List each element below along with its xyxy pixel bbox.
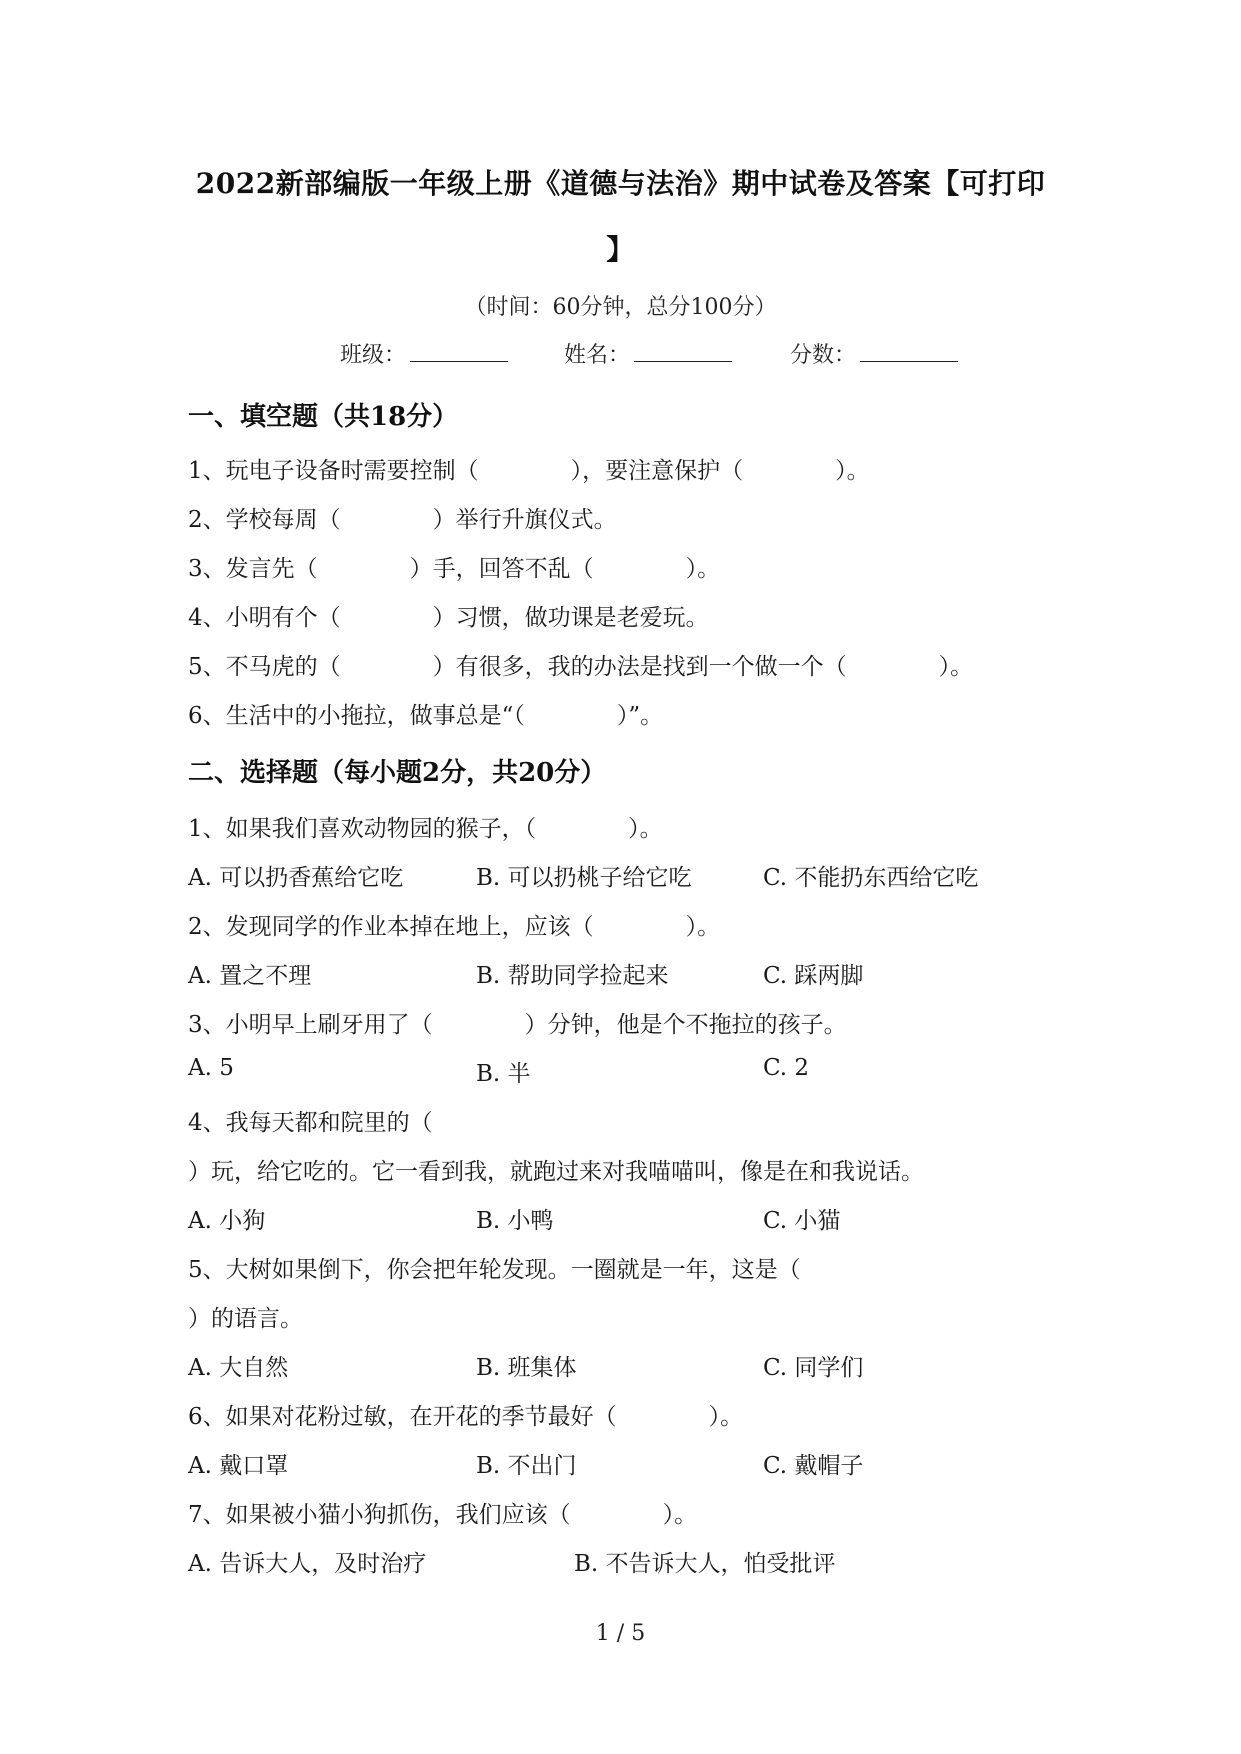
q1-option-b: B. 可以扔桃子给它吃 — [476, 865, 692, 891]
section-1-heading: 一、填空题（共18分） — [188, 402, 459, 432]
q6-option-c: C. 戴帽子 — [763, 1453, 864, 1479]
choice-question-2: 2、发现同学的作业本掉在地上，应该（ ）。 — [188, 914, 721, 940]
class-field — [340, 338, 508, 369]
q2-option-b: B. 帮助同学捡起来 — [476, 963, 669, 989]
page-title-line-2: 】 — [606, 233, 635, 266]
choice-question-7: 7、如果被小猫小狗抓伤，我们应该（ ）。 — [188, 1502, 698, 1528]
fill-question-2: 2、学校每周（ ）举行升旗仪式。 — [188, 507, 617, 533]
exam-time-info: （时间：60分钟，总分100分） — [464, 295, 777, 320]
choice-question-1: 1、如果我们喜欢动物园的猴子，（ ）。 — [188, 816, 663, 842]
choice-question-5-line-1: 5、大树如果倒下，你会把年轮发现。一圈就是一年，这是（ — [188, 1257, 801, 1283]
choice-question-5-line-2: ）的语言。 — [188, 1306, 303, 1332]
page-number: 1 / 5 — [595, 1621, 646, 1646]
name-blank — [634, 341, 732, 362]
q4-option-a: A. 小狗 — [188, 1208, 266, 1234]
q7-option-a: A. 告诉大人，及时治疗 — [188, 1551, 427, 1577]
q3-option-c: C. 2 — [763, 1055, 810, 1081]
fill-question-6: 6、生活中的小拖拉，做事总是“（ ）”。 — [188, 703, 664, 729]
choice-question-4-line-2: ）玩，给它吃的。它一看到我，就跑过来对我喵喵叫，像是在和我说话。 — [188, 1159, 924, 1185]
q3-option-b: B. 半 — [476, 1061, 531, 1087]
score-field — [790, 338, 958, 369]
q1-option-a: A. 可以扔香蕉给它吃 — [188, 865, 404, 891]
q1-option-c: C. 不能扔东西给它吃 — [763, 865, 979, 891]
fill-question-3: 3、发言先（ ）手，回答不乱（ ）。 — [188, 556, 721, 582]
choice-question-4-line-1: 4、我每天都和院里的（ — [188, 1110, 433, 1136]
choice-question-6: 6、如果对花粉过敏，在开花的季节最好（ ）。 — [188, 1404, 744, 1430]
class-label: 班级： — [340, 343, 407, 368]
q2-option-c: C. 踩两脚 — [763, 963, 864, 989]
q3-option-a: A. 5 — [188, 1055, 234, 1081]
fill-question-5: 5、不马虎的（ ）有很多，我的办法是找到一个做一个（ ）。 — [188, 654, 974, 680]
q6-option-b: B. 不出门 — [476, 1453, 577, 1479]
page-title-line-1: 2022新部编版一年级上册《道德与法治》期中试卷及答案【可打印 — [195, 167, 1046, 200]
q4-option-b: B. 小鸭 — [476, 1208, 554, 1234]
choice-question-3: 3、小明早上刷牙用了（ ）分钟，他是个不拖拉的孩子。 — [188, 1012, 847, 1038]
q2-option-a: A. 置之不理 — [188, 963, 312, 989]
score-label: 分数： — [790, 343, 857, 368]
q4-option-c: C. 小猫 — [763, 1208, 841, 1234]
score-blank — [860, 341, 958, 362]
fill-question-1: 1、玩电子设备时需要控制（ ），要注意保护（ ）。 — [188, 458, 870, 484]
q6-option-a: A. 戴口罩 — [188, 1453, 289, 1479]
name-field — [564, 338, 732, 369]
name-label: 姓名： — [564, 343, 631, 368]
q5-option-b: B. 班集体 — [476, 1355, 577, 1381]
section-2-heading: 二、选择题（每小题2分，共20分） — [188, 758, 607, 788]
fill-question-4: 4、小明有个（ ）习惯，做功课是老爱玩。 — [188, 605, 709, 631]
class-blank — [410, 341, 508, 362]
q7-option-b: B. 不告诉大人，怕受批评 — [574, 1551, 836, 1577]
q5-option-c: C. 同学们 — [763, 1355, 864, 1381]
q5-option-a: A. 大自然 — [188, 1355, 289, 1381]
